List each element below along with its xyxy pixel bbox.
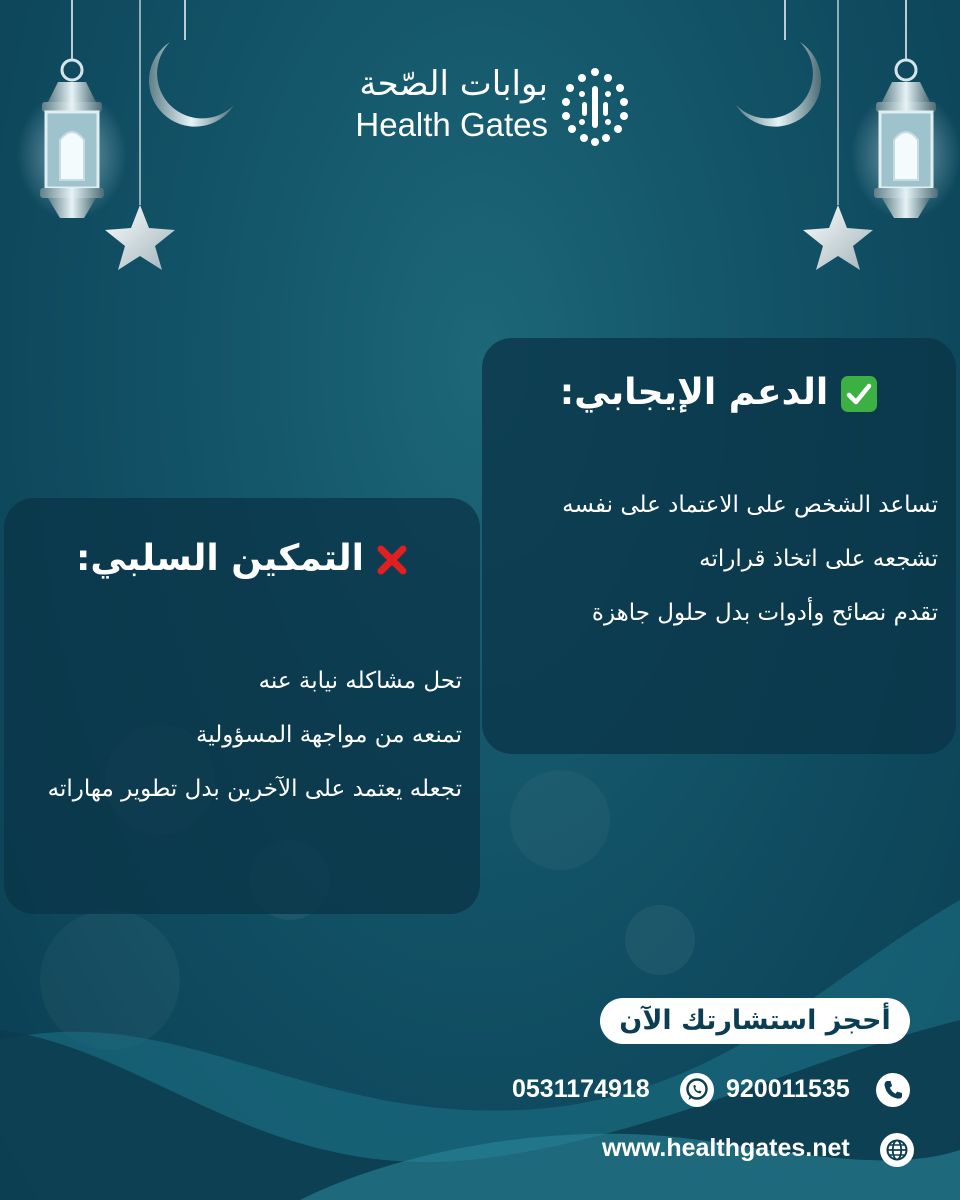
negative-card-title-text: التمكين السلبي: xyxy=(76,538,364,579)
positive-list xyxy=(492,478,938,640)
list-item: تقدم نصائح وأدوات بدل حلول جاهزة xyxy=(591,600,938,626)
positive-card-title xyxy=(482,372,956,413)
list-item: تحل مشاكله نيابة عنه xyxy=(258,668,462,694)
list-item: تشجعه على اتخاذ قراراته xyxy=(699,546,938,572)
globe-icon xyxy=(880,1133,914,1167)
phone-number[interactable]: 920011535 xyxy=(726,1075,850,1103)
positive-card-title-text: الدعم الإيجابي: xyxy=(559,372,829,413)
contact-row xyxy=(512,1072,912,1112)
website-row xyxy=(602,1132,912,1168)
brand-logo xyxy=(330,62,630,152)
negative-enabling-card xyxy=(4,498,480,914)
positive-support-card xyxy=(482,338,956,754)
negative-list xyxy=(14,654,462,816)
whatsapp-icon xyxy=(680,1073,714,1107)
book-consultation-button[interactable]: أحجز استشارتك الآن xyxy=(600,998,910,1044)
list-item: تمنعه من مواجهة المسؤولية xyxy=(195,722,462,748)
check-mark-icon xyxy=(840,375,878,413)
logo-dots-icon xyxy=(560,66,630,146)
list-item: تساعد الشخص على الاعتماد على نفسه xyxy=(562,492,938,518)
brand-name-english: Health Gates xyxy=(355,106,548,143)
whatsapp-number[interactable]: 0531174918 xyxy=(512,1075,650,1103)
negative-card-title xyxy=(4,538,480,579)
list-item: تجعله يعتمد على الآخرين بدل تطوير مهاراته xyxy=(47,776,462,802)
website-link[interactable]: www.healthgates.net xyxy=(602,1134,850,1162)
cross-mark-icon xyxy=(376,544,408,576)
brand-name-arabic: بوابات الصّحة xyxy=(359,64,548,104)
phone-icon xyxy=(876,1073,910,1107)
